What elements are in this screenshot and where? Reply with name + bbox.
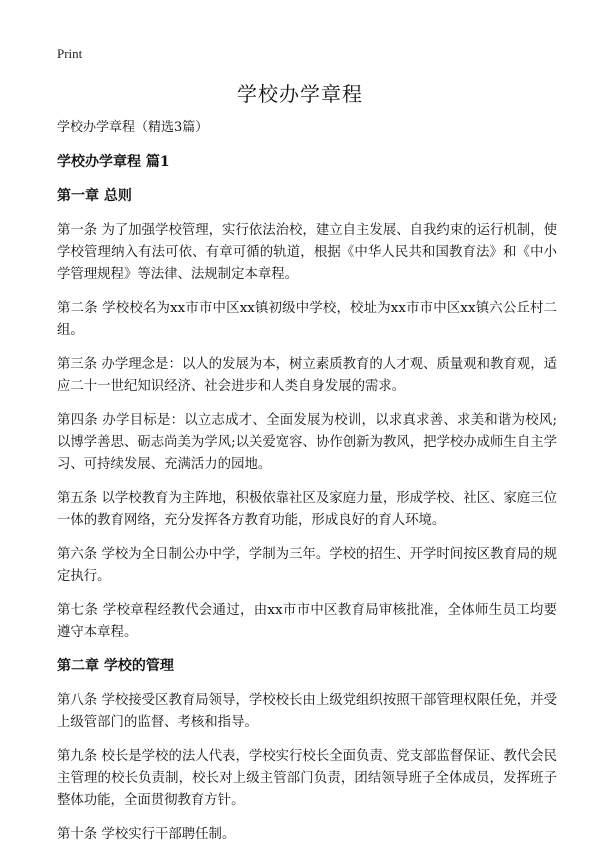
article-2: 第二条 学校校名为xx市市中区xx镇初级中学校，校址为xx市市中区xx镇六公丘村二组。 <box>57 301 557 338</box>
document-body <box>57 118 557 858</box>
chapter-2-heading: 第二章 学校的管理 <box>57 658 174 674</box>
article-9: 第九条 校长是学校的法人代表，学校实行校长全面负责、党支部监督保证、教代会民主管理的校长负责制，校长对上级主管部门负责，团结领导班子全体成员，发挥班子整体功能，全面贯彻教育方针。 <box>57 749 557 808</box>
article-10: 第十条 学校实行干部聘任制。 <box>57 827 236 842</box>
chapter-1-heading: 第一章 总则 <box>57 188 132 204</box>
article-5: 第五条 以学校教育为主阵地，积极依靠社区及家庭力量，形成学校、社区、家庭三位一体的教育网络，充分发挥各方教育功能，形成良好的育人环境。 <box>57 491 557 528</box>
print-link[interactable]: Print <box>57 46 83 61</box>
article-3: 第三条 办学理念是：以人的发展为本，树立素质教育的人才观、质量观和教育观，适应二十一世纪知识经济、社会进步和人类自身发展的需求。 <box>57 357 557 394</box>
article-4: 第四条 办学目标是：以立志成才、全面发展为校训，以求真求善、求美和谐为校风;以博学善思、砺志尚美为学风;以关爱宽容、协作创新为教风，把学校办成师生自主学习、可持续发展、充满活力的园地。 <box>57 413 557 472</box>
section-heading: 学校办学章程 篇1 <box>57 154 170 170</box>
article-8: 第八条 学校接受区教育局领导，学校校长由上级党组织按照干部管理权限任免，并受上级管部门的监督、考核和指导。 <box>57 693 557 730</box>
document-title: 学校办学章程 <box>237 82 363 106</box>
article-7: 第七条 学校章程经教代会通过，由xx市市中区教育局审核批准，全体师生员工均要遵守本章程。 <box>57 603 557 640</box>
document-subtitle: 学校办学章程（精选3篇） <box>57 120 209 135</box>
article-1: 第一条 为了加强学校管理，实行依法治校，建立自主发展、自我约束的运行机制，使学校管理纳入有法可依、有章可循的轨道，根据《中华人民共和国教育法》和《中小学管理规程》等法律、法规制定本章程。 <box>57 223 557 282</box>
article-6: 第六条 学校为全日制公办中学，学制为三年。学校的招生、开学时间按区教育局的规定执行。 <box>57 547 557 584</box>
